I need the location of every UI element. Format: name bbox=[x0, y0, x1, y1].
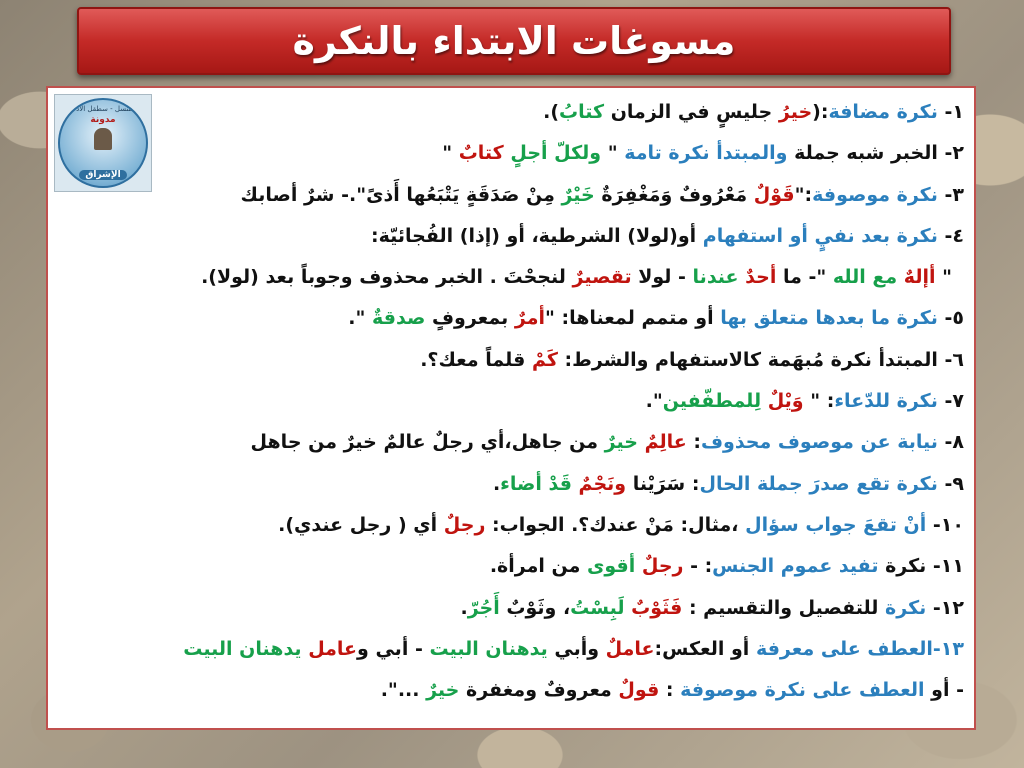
rule-text-segment: ٤- bbox=[937, 224, 964, 247]
rule-text-segment: " bbox=[935, 266, 952, 289]
rule-text-segment: كتابُ bbox=[559, 101, 605, 123]
rule-text-segment: : bbox=[686, 431, 701, 454]
rule-line bbox=[59, 133, 964, 174]
rule-text-segment: جليسٍ في الزمان bbox=[604, 101, 779, 123]
rule-text-segment: عامل bbox=[308, 637, 358, 660]
rule-text-segment: وأبي bbox=[547, 637, 606, 660]
rule-text-segment: ). bbox=[543, 101, 560, 123]
content-panel bbox=[46, 86, 976, 730]
rule-text-segment: أنْ تقعَ جواب سؤال bbox=[745, 513, 927, 536]
rule-text-segment: رجلٌ bbox=[641, 555, 684, 578]
rule-line bbox=[59, 588, 964, 629]
rules-list bbox=[59, 92, 964, 711]
rule-text-segment: خَيْرٌ bbox=[561, 183, 595, 206]
rule-text-segment: مع الله bbox=[832, 266, 898, 289]
rule-text-segment: من امرأة. bbox=[489, 555, 587, 578]
rule-text-segment: - أبي و bbox=[357, 637, 430, 660]
rule-text-segment: لَبِسْتُ bbox=[570, 596, 625, 619]
rule-text-segment: كتابٌ bbox=[458, 142, 504, 165]
rule-text-segment: نكرة للدّعاء bbox=[834, 390, 938, 413]
rule-text-segment: خيرٌ bbox=[426, 679, 460, 702]
rule-text-segment: ١٣-العطف على معرفة bbox=[755, 637, 964, 660]
rule-text-segment: نكرة موصوفة bbox=[812, 183, 938, 206]
rule-text-segment: ...". bbox=[380, 679, 427, 702]
rule-text-segment: ٢- الخبر شبه جملة bbox=[787, 142, 964, 165]
rule-text-segment: أحدٌ bbox=[745, 266, 777, 289]
rule-text-segment: معروفٌ ومغفرة bbox=[459, 679, 619, 702]
rule-text-segment: أو متمم لمعناها: " bbox=[544, 307, 721, 330]
rule-text-segment: . bbox=[460, 596, 468, 619]
rule-text-segment: ،مثال: مَنْ عندك؟. الجواب: bbox=[485, 513, 746, 536]
rule-text-segment: قولٌ bbox=[618, 679, 660, 702]
rule-text-segment: صدقةٌ bbox=[372, 307, 426, 330]
slide-title: مسوغات الابتداء بالنكرة bbox=[292, 19, 736, 63]
rule-text-segment: مَعْرُوفٌ وَمَغْفِرَةٌ bbox=[594, 183, 754, 206]
logo-footer: الإشراق bbox=[79, 170, 126, 180]
rule-text-segment: : " bbox=[803, 390, 835, 413]
rule-text-segment: أي ( رجل عندي). bbox=[278, 513, 444, 536]
rule-text-segment: يدهنان البيت bbox=[429, 637, 548, 660]
rule-text-segment: نكرة ما بعدها متعلق بها bbox=[720, 307, 938, 330]
rule-text-segment: تفيد عموم الجنس bbox=[712, 555, 879, 578]
rule-text-segment: خيرُ bbox=[778, 101, 813, 123]
rule-text-segment: نكرة تقع صدرَ جملة الحال bbox=[699, 472, 938, 495]
rule-text-segment: ١١- نكرة bbox=[878, 555, 964, 578]
rule-text-segment: للتفصيل والتقسيم : bbox=[682, 596, 886, 619]
rule-text-segment: رجلٌ bbox=[443, 513, 486, 536]
rule-text-segment: أَجُرّ bbox=[467, 596, 500, 619]
rule-text-segment: أو العكس: bbox=[654, 637, 756, 660]
rule-text-segment: ١٠- bbox=[926, 513, 964, 536]
rule-text-segment: أقوى bbox=[586, 555, 636, 578]
rule-text-segment: ٧- bbox=[937, 390, 964, 413]
rule-text-segment: ، وثَوْبٌ bbox=[499, 596, 571, 619]
rule-text-segment: عالِمٌ bbox=[644, 431, 687, 454]
rule-line bbox=[59, 340, 964, 381]
rule-line bbox=[59, 381, 964, 422]
rule-text-segment: ٥- bbox=[937, 307, 964, 330]
rule-line bbox=[59, 257, 964, 298]
rule-text-segment: والمبتدأ نكرة تامة bbox=[624, 142, 788, 165]
rule-text-segment: "- ما bbox=[776, 266, 833, 289]
rule-text-segment: لنجحْتَ . الخبر محذوف وجوباً بعد (لولا). bbox=[201, 266, 573, 289]
rule-text-segment: ٩- bbox=[937, 472, 964, 495]
rule-line bbox=[59, 546, 964, 587]
rule-text-segment: ". bbox=[348, 307, 373, 330]
rule-line bbox=[59, 629, 964, 670]
rule-text-segment: ٨- bbox=[937, 431, 964, 454]
rule-text-segment: نكرة مضافة bbox=[828, 101, 938, 123]
rule-text-segment: قَوْلٌ bbox=[753, 183, 795, 206]
rule-text-segment: ونَجْمٌ bbox=[578, 472, 627, 495]
rule-text-segment: عاملٌ bbox=[605, 637, 655, 660]
rule-text-segment: أإلهٌ bbox=[903, 266, 936, 289]
rule-line bbox=[59, 298, 964, 339]
rule-text-segment: أو(لولا) الشرطية، أو (إذا) الفُجائيّة: bbox=[370, 224, 703, 247]
title-banner bbox=[77, 7, 951, 75]
rule-text-segment: العطف على نكرة موصوفة bbox=[680, 679, 925, 702]
rule-text-segment: - أو bbox=[924, 679, 964, 702]
rule-text-segment bbox=[638, 431, 645, 453]
rule-text-segment: ". bbox=[645, 390, 663, 413]
rule-text-segment: مِنْ صَدَقَةٍ يَتْبَعُها أَذىً".- شرٌ أصابك bbox=[240, 183, 562, 206]
rule-text-segment: قَدْ أضاء bbox=[500, 472, 572, 495]
rule-text-segment: : - bbox=[683, 555, 713, 578]
rule-text-segment: من جاهل،أي رجلٌ عالمٌ خيرٌ من جاهل bbox=[250, 431, 605, 454]
rule-text-segment: ولكلّ أجلٍ bbox=[510, 142, 602, 165]
rule-text-segment: ١٢- bbox=[926, 596, 964, 619]
rule-line bbox=[59, 505, 964, 546]
rule-text-segment: خيرٌ bbox=[604, 431, 638, 454]
rule-text-segment: نكرة بعد نفيٍ أو استفهام bbox=[702, 224, 938, 247]
logo-caption: ستنسل - سطقل الادب bbox=[69, 105, 137, 113]
rule-text-segment: تقصيرٌ bbox=[572, 266, 632, 289]
rule-text-segment: وَيْلٌ bbox=[767, 390, 804, 413]
rule-line bbox=[59, 175, 964, 216]
rule-line bbox=[59, 464, 964, 505]
rule-text-segment: يدهنان البيت bbox=[183, 637, 302, 660]
logo-name: مدونة bbox=[90, 115, 116, 125]
rule-text-segment: قلماً معك؟. bbox=[420, 348, 532, 371]
rule-text-segment: " bbox=[442, 142, 459, 165]
rule-text-segment: : bbox=[659, 679, 681, 702]
rule-text-segment: . bbox=[492, 472, 501, 495]
rule-text-segment bbox=[761, 390, 768, 412]
rule-text-segment: " bbox=[601, 142, 625, 165]
rule-text-segment bbox=[635, 555, 642, 577]
rule-text-segment: :( bbox=[812, 101, 829, 123]
rule-text-segment: ٦- المبتدأ نكرة مُبهَمة كالاستفهام والشرط: bbox=[557, 348, 964, 371]
rule-text-segment: كَمْ bbox=[531, 348, 558, 371]
rule-text-segment: نكرة bbox=[885, 596, 927, 619]
rule-text-segment: - لولا bbox=[631, 266, 693, 289]
rule-line bbox=[59, 216, 964, 257]
rule-line bbox=[59, 670, 964, 711]
rule-text-segment: فَثَوْبٌ bbox=[631, 596, 683, 619]
rule-line bbox=[59, 92, 964, 133]
rule-text-segment: بمعروفٍ bbox=[425, 307, 515, 330]
rule-text-segment: :" bbox=[794, 183, 813, 206]
rule-text-segment: لِلمطفّفين bbox=[662, 390, 762, 413]
rule-text-segment: ١- bbox=[937, 101, 964, 123]
rule-text-segment: عندنا bbox=[692, 266, 739, 289]
rule-text-segment: أمرٌ bbox=[514, 307, 545, 330]
rule-line bbox=[59, 422, 964, 463]
rule-text-segment: ٣- bbox=[937, 183, 964, 206]
rule-text-segment bbox=[572, 473, 579, 495]
rule-text-segment: : سَرَيْنا bbox=[626, 472, 700, 495]
rule-text-segment bbox=[897, 266, 904, 288]
rule-text-segment: نيابة عن موصوف محذوف bbox=[700, 431, 938, 454]
